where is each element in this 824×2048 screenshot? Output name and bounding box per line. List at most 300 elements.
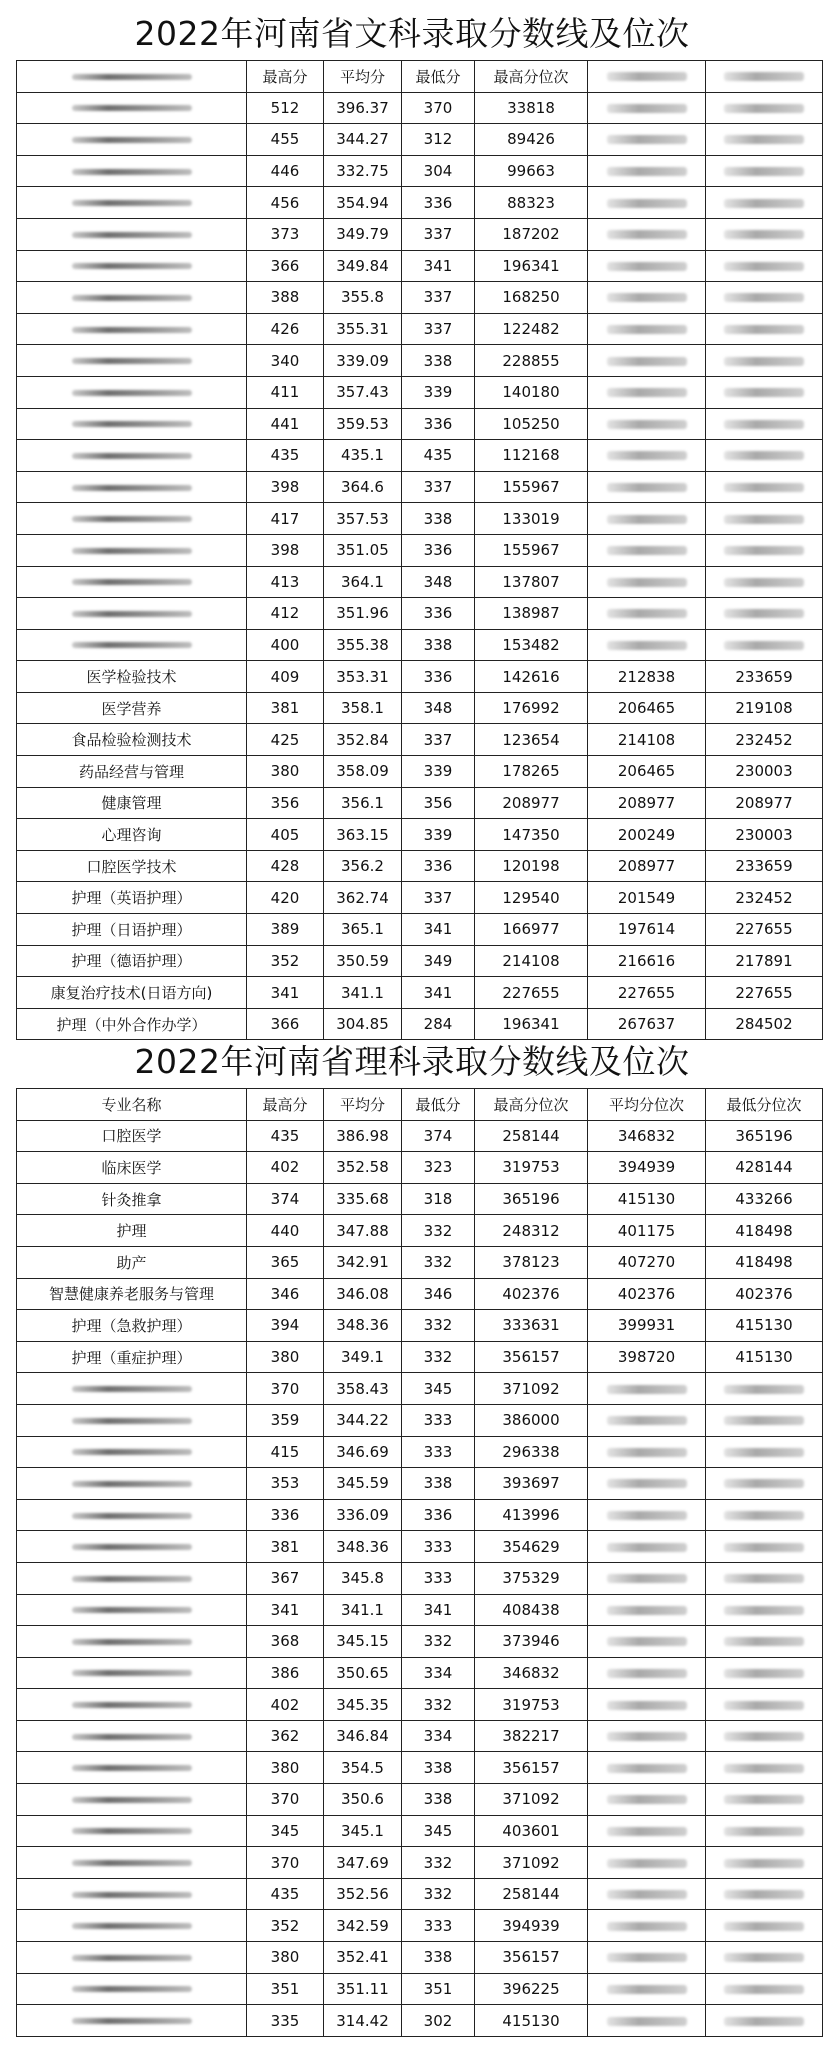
avg-rank-cell [588, 155, 706, 187]
redacted-mark [607, 1859, 687, 1868]
min-score-cell: 284 [402, 1008, 475, 1040]
avg-score-cell: 351.11 [324, 1973, 402, 2005]
max-score-cell: 435 [247, 1120, 324, 1152]
redacted-mark [72, 421, 192, 427]
min-rank-cell [706, 155, 823, 187]
major-name-cell [17, 282, 247, 314]
table-row [17, 503, 823, 535]
redacted-mark [607, 1764, 687, 1773]
redacted-mark [724, 104, 804, 113]
redacted-mark [72, 1386, 192, 1392]
avg-score-cell: 341.1 [324, 977, 402, 1009]
min-score-cell: 345 [402, 1373, 475, 1405]
min-rank-cell [706, 345, 823, 377]
max-rank-cell: 208977 [475, 787, 588, 819]
redacted-mark [607, 1985, 687, 1994]
avg-rank-cell [588, 345, 706, 377]
avg-rank-cell [588, 598, 706, 630]
redacted-mark [72, 1955, 192, 1961]
min-rank-cell [706, 629, 823, 661]
column-header [588, 61, 706, 93]
major-name-cell [17, 1531, 247, 1563]
redacted-mark [724, 420, 804, 429]
major-name-cell [17, 1594, 247, 1626]
min-score-cell: 370 [402, 92, 475, 124]
max-score-cell: 367 [247, 1562, 324, 1594]
min-rank-cell [706, 1373, 823, 1405]
max-rank-cell: 403601 [475, 1815, 588, 1847]
max-rank-cell: 129540 [475, 882, 588, 914]
redacted-mark [724, 1701, 804, 1710]
max-rank-cell: 187202 [475, 218, 588, 250]
max-score-cell: 381 [247, 692, 324, 724]
avg-rank-cell [588, 2005, 706, 2037]
table-row [17, 724, 823, 756]
column-header [706, 61, 823, 93]
table-row [17, 1436, 823, 1468]
major-name-cell [17, 1752, 247, 1784]
column-header: 最高分位次 [475, 1089, 588, 1121]
max-score-cell: 345 [247, 1815, 324, 1847]
redacted-mark [72, 74, 192, 80]
table-row [17, 1373, 823, 1405]
redacted-mark [72, 1734, 192, 1740]
min-score-cell: 336 [402, 661, 475, 693]
avg-score-cell: 356.2 [324, 850, 402, 882]
max-rank-cell: 120198 [475, 850, 588, 882]
redacted-mark [72, 1670, 192, 1676]
min-score-cell: 333 [402, 1562, 475, 1594]
min-score-cell: 346 [402, 1278, 475, 1310]
redacted-mark [607, 546, 687, 555]
min-score-cell: 333 [402, 1404, 475, 1436]
min-rank-cell [706, 1594, 823, 1626]
max-score-cell: 440 [247, 1215, 324, 1247]
max-rank-cell: 375329 [475, 1562, 588, 1594]
min-rank-cell: 365196 [706, 1120, 823, 1152]
min-score-cell: 338 [402, 1784, 475, 1816]
table-row [17, 756, 823, 788]
table-row [17, 1183, 823, 1215]
max-rank-cell: 196341 [475, 1008, 588, 1040]
major-name-cell [17, 187, 247, 219]
min-rank-cell [706, 1468, 823, 1500]
table-row [17, 1657, 823, 1689]
major-name-cell: 医学检验技术 [17, 661, 247, 693]
max-score-cell: 435 [247, 1878, 324, 1910]
max-score-cell: 456 [247, 187, 324, 219]
min-score-cell: 341 [402, 1594, 475, 1626]
avg-rank-cell: 346832 [588, 1120, 706, 1152]
table-row [17, 1626, 823, 1658]
max-score-cell: 370 [247, 1784, 324, 1816]
avg-score-cell: 355.38 [324, 629, 402, 661]
science-score-table [16, 1088, 823, 2037]
max-rank-cell: 371092 [475, 1373, 588, 1405]
redacted-mark [724, 388, 804, 397]
redacted-mark [72, 1892, 192, 1898]
max-rank-cell: 356157 [475, 1341, 588, 1373]
avg-rank-cell: 407270 [588, 1246, 706, 1278]
major-name-cell [17, 1847, 247, 1879]
redacted-mark [724, 546, 804, 555]
table-row [17, 1910, 823, 1942]
min-score-cell: 332 [402, 1689, 475, 1721]
redacted-mark [72, 1513, 192, 1519]
max-rank-cell: 333631 [475, 1310, 588, 1342]
max-score-cell: 336 [247, 1499, 324, 1531]
avg-rank-cell: 399931 [588, 1310, 706, 1342]
max-rank-cell: 122482 [475, 313, 588, 345]
table-row [17, 282, 823, 314]
redacted-mark [607, 357, 687, 366]
avg-rank-cell [588, 1784, 706, 1816]
redacted-mark [724, 1606, 804, 1615]
min-rank-cell [706, 1752, 823, 1784]
redacted-mark [72, 263, 192, 269]
table-row [17, 124, 823, 156]
redacted-mark [724, 578, 804, 587]
major-name-cell: 护理（中外合作办学） [17, 1008, 247, 1040]
avg-rank-cell [588, 376, 706, 408]
section-arts-title: 2022年河南省文科录取分数线及位次 [134, 14, 690, 53]
avg-rank-cell [588, 187, 706, 219]
major-name-cell [17, 313, 247, 345]
major-name-cell [17, 1878, 247, 1910]
redacted-mark [607, 1637, 687, 1646]
avg-score-cell: 354.94 [324, 187, 402, 219]
table-row [17, 1594, 823, 1626]
table-row [17, 1752, 823, 1784]
max-rank-cell: 123654 [475, 724, 588, 756]
redacted-mark [72, 1828, 192, 1834]
max-rank-cell: 356157 [475, 1942, 588, 1974]
avg-rank-cell [588, 1626, 706, 1658]
max-rank-cell: 112168 [475, 440, 588, 472]
min-score-cell: 336 [402, 408, 475, 440]
redacted-mark [72, 1702, 192, 1708]
redacted-mark [72, 485, 192, 491]
max-score-cell: 362 [247, 1720, 324, 1752]
redacted-mark [724, 1890, 804, 1899]
min-rank-cell [706, 250, 823, 282]
max-score-cell: 428 [247, 850, 324, 882]
redacted-mark [724, 515, 804, 524]
avg-score-cell: 339.09 [324, 345, 402, 377]
table-row [17, 1689, 823, 1721]
redacted-mark [607, 1448, 687, 1457]
table-row [17, 187, 823, 219]
redacted-mark [72, 579, 192, 585]
major-name-cell [17, 598, 247, 630]
min-rank-cell [706, 1942, 823, 1974]
max-score-cell: 398 [247, 534, 324, 566]
avg-score-cell: 363.15 [324, 819, 402, 851]
min-rank-cell [706, 534, 823, 566]
max-rank-cell: 248312 [475, 1215, 588, 1247]
max-rank-cell: 371092 [475, 1784, 588, 1816]
min-rank-cell [706, 1531, 823, 1563]
table-row [17, 1720, 823, 1752]
min-score-cell: 337 [402, 882, 475, 914]
redacted-mark [72, 1481, 192, 1487]
table-row [17, 2005, 823, 2037]
redacted-mark [607, 230, 687, 239]
min-score-cell: 339 [402, 756, 475, 788]
min-rank-cell [706, 408, 823, 440]
redacted-mark [607, 451, 687, 460]
min-score-cell: 312 [402, 124, 475, 156]
table-row [17, 1341, 823, 1373]
major-name-cell [17, 629, 247, 661]
avg-score-cell: 364.6 [324, 471, 402, 503]
min-score-cell: 337 [402, 724, 475, 756]
min-rank-cell [706, 282, 823, 314]
redacted-mark [607, 1543, 687, 1552]
min-rank-cell: 428144 [706, 1152, 823, 1184]
table-row [17, 1120, 823, 1152]
min-score-cell: 332 [402, 1310, 475, 1342]
min-score-cell: 304 [402, 155, 475, 187]
redacted-mark [72, 390, 192, 396]
max-score-cell: 370 [247, 1847, 324, 1879]
avg-score-cell: 346.84 [324, 1720, 402, 1752]
min-rank-cell: 227655 [706, 977, 823, 1009]
min-score-cell: 338 [402, 1468, 475, 1500]
min-rank-cell [706, 1689, 823, 1721]
avg-rank-cell [588, 1468, 706, 1500]
min-rank-cell [706, 1910, 823, 1942]
avg-score-cell: 345.1 [324, 1815, 402, 1847]
max-score-cell: 340 [247, 345, 324, 377]
major-name-cell: 护理 [17, 1215, 247, 1247]
major-name-cell [17, 250, 247, 282]
max-score-cell: 398 [247, 471, 324, 503]
major-name-cell [17, 1373, 247, 1405]
redacted-mark [724, 1479, 804, 1488]
max-rank-cell: 105250 [475, 408, 588, 440]
avg-rank-cell: 197614 [588, 914, 706, 946]
avg-score-cell: 355.31 [324, 313, 402, 345]
redacted-mark [607, 1606, 687, 1615]
section-science-title: 2022年河南省理科录取分数线及位次 [134, 1042, 690, 1081]
avg-rank-cell [588, 1815, 706, 1847]
min-score-cell: 351 [402, 1973, 475, 2005]
column-header: 平均分 [324, 61, 402, 93]
redacted-mark [72, 1860, 192, 1866]
avg-score-cell: 342.59 [324, 1910, 402, 1942]
min-rank-cell: 208977 [706, 787, 823, 819]
major-name-cell [17, 1784, 247, 1816]
min-score-cell: 341 [402, 914, 475, 946]
min-rank-cell [706, 1815, 823, 1847]
max-rank-cell: 196341 [475, 250, 588, 282]
avg-score-cell: 349.79 [324, 218, 402, 250]
table-row [17, 819, 823, 851]
avg-score-cell: 354.5 [324, 1752, 402, 1784]
major-name-cell [17, 1815, 247, 1847]
min-score-cell: 336 [402, 534, 475, 566]
max-score-cell: 373 [247, 218, 324, 250]
min-score-cell: 336 [402, 850, 475, 882]
min-rank-cell: 230003 [706, 756, 823, 788]
max-rank-cell: 296338 [475, 1436, 588, 1468]
table-row [17, 376, 823, 408]
min-rank-cell [706, 503, 823, 535]
table-row [17, 440, 823, 472]
max-rank-cell: 166977 [475, 914, 588, 946]
min-score-cell: 332 [402, 1626, 475, 1658]
avg-score-cell: 435.1 [324, 440, 402, 472]
max-rank-cell: 214108 [475, 945, 588, 977]
redacted-mark [72, 105, 192, 111]
avg-rank-cell: 200249 [588, 819, 706, 851]
table-row [17, 1815, 823, 1847]
max-rank-cell: 88323 [475, 187, 588, 219]
min-score-cell: 339 [402, 819, 475, 851]
major-name-cell: 护理（日语护理） [17, 914, 247, 946]
avg-score-cell: 365.1 [324, 914, 402, 946]
min-score-cell: 337 [402, 282, 475, 314]
avg-score-cell: 362.74 [324, 882, 402, 914]
min-score-cell: 332 [402, 1215, 475, 1247]
avg-score-cell: 386.98 [324, 1120, 402, 1152]
redacted-mark [724, 262, 804, 271]
table-row [17, 1973, 823, 2005]
avg-rank-cell [588, 1720, 706, 1752]
avg-rank-cell [588, 471, 706, 503]
redacted-mark [607, 1890, 687, 1899]
min-score-cell: 338 [402, 345, 475, 377]
max-rank-cell: 408438 [475, 1594, 588, 1626]
avg-score-cell: 348.36 [324, 1531, 402, 1563]
column-header: 最低分 [402, 61, 475, 93]
table-row [17, 408, 823, 440]
avg-score-cell: 345.59 [324, 1468, 402, 1500]
redacted-mark [607, 483, 687, 492]
max-rank-cell: 258144 [475, 1120, 588, 1152]
max-rank-cell: 99663 [475, 155, 588, 187]
max-score-cell: 389 [247, 914, 324, 946]
min-score-cell: 336 [402, 598, 475, 630]
column-header: 最高分 [247, 61, 324, 93]
max-score-cell: 380 [247, 1942, 324, 1974]
min-rank-cell: 233659 [706, 661, 823, 693]
max-rank-cell: 378123 [475, 1246, 588, 1278]
min-score-cell: 332 [402, 1341, 475, 1373]
avg-rank-cell [588, 282, 706, 314]
max-rank-cell: 140180 [475, 376, 588, 408]
avg-score-cell: 352.58 [324, 1152, 402, 1184]
table-row [17, 534, 823, 566]
avg-score-cell: 357.43 [324, 376, 402, 408]
redacted-mark [724, 230, 804, 239]
max-rank-cell: 89426 [475, 124, 588, 156]
avg-rank-cell: 206465 [588, 692, 706, 724]
redacted-mark [607, 104, 687, 113]
redacted-mark [607, 1669, 687, 1678]
redacted-mark [724, 1574, 804, 1583]
column-header: 最高分位次 [475, 61, 588, 93]
min-score-cell: 332 [402, 1878, 475, 1910]
avg-rank-cell [588, 1531, 706, 1563]
avg-rank-cell [588, 440, 706, 472]
major-name-cell: 健康管理 [17, 787, 247, 819]
avg-rank-cell [588, 1404, 706, 1436]
major-name-cell [17, 440, 247, 472]
major-name-cell: 康复治疗技术(日语方向) [17, 977, 247, 1009]
min-rank-cell [706, 1784, 823, 1816]
table-row [17, 787, 823, 819]
avg-score-cell: 345.15 [324, 1626, 402, 1658]
min-rank-cell: 232452 [706, 882, 823, 914]
avg-score-cell: 357.53 [324, 503, 402, 535]
redacted-mark [724, 1985, 804, 1994]
avg-rank-cell [588, 1847, 706, 1879]
redacted-mark [607, 1385, 687, 1394]
avg-score-cell: 345.35 [324, 1689, 402, 1721]
major-name-cell [17, 218, 247, 250]
avg-score-cell: 332.75 [324, 155, 402, 187]
redacted-mark [72, 295, 192, 301]
avg-score-cell: 346.08 [324, 1278, 402, 1310]
max-rank-cell: 227655 [475, 977, 588, 1009]
min-score-cell: 339 [402, 376, 475, 408]
max-score-cell: 411 [247, 376, 324, 408]
table-row [17, 1310, 823, 1342]
min-rank-cell: 418498 [706, 1215, 823, 1247]
avg-score-cell: 347.69 [324, 1847, 402, 1879]
min-score-cell: 333 [402, 1531, 475, 1563]
min-rank-cell [706, 1878, 823, 1910]
table-row [17, 218, 823, 250]
avg-score-cell: 352.84 [324, 724, 402, 756]
table-row [17, 1246, 823, 1278]
major-name-cell: 临床医学 [17, 1152, 247, 1184]
redacted-mark [607, 1827, 687, 1836]
redacted-mark [607, 167, 687, 176]
min-score-cell: 302 [402, 2005, 475, 2037]
redacted-mark [72, 358, 192, 364]
redacted-mark [72, 1797, 192, 1803]
avg-score-cell: 314.42 [324, 2005, 402, 2037]
major-name-cell [17, 1942, 247, 1974]
avg-score-cell: 344.22 [324, 1404, 402, 1436]
redacted-mark [607, 1795, 687, 1804]
redacted-mark [72, 1923, 192, 1929]
min-score-cell: 345 [402, 1815, 475, 1847]
max-rank-cell: 346832 [475, 1657, 588, 1689]
redacted-mark [72, 2018, 192, 2024]
avg-score-cell: 344.27 [324, 124, 402, 156]
redacted-mark [72, 1449, 192, 1455]
max-rank-cell: 147350 [475, 819, 588, 851]
redacted-mark [607, 1953, 687, 1962]
redacted-mark [607, 135, 687, 144]
max-score-cell: 365 [247, 1246, 324, 1278]
redacted-mark [607, 293, 687, 302]
column-header [17, 61, 247, 93]
max-rank-cell: 402376 [475, 1278, 588, 1310]
max-rank-cell: 356157 [475, 1752, 588, 1784]
table-row [17, 1562, 823, 1594]
max-rank-cell: 415130 [475, 2005, 588, 2037]
max-score-cell: 374 [247, 1183, 324, 1215]
table-row [17, 1404, 823, 1436]
max-score-cell: 417 [247, 503, 324, 535]
min-score-cell: 332 [402, 1246, 475, 1278]
min-score-cell: 318 [402, 1183, 475, 1215]
